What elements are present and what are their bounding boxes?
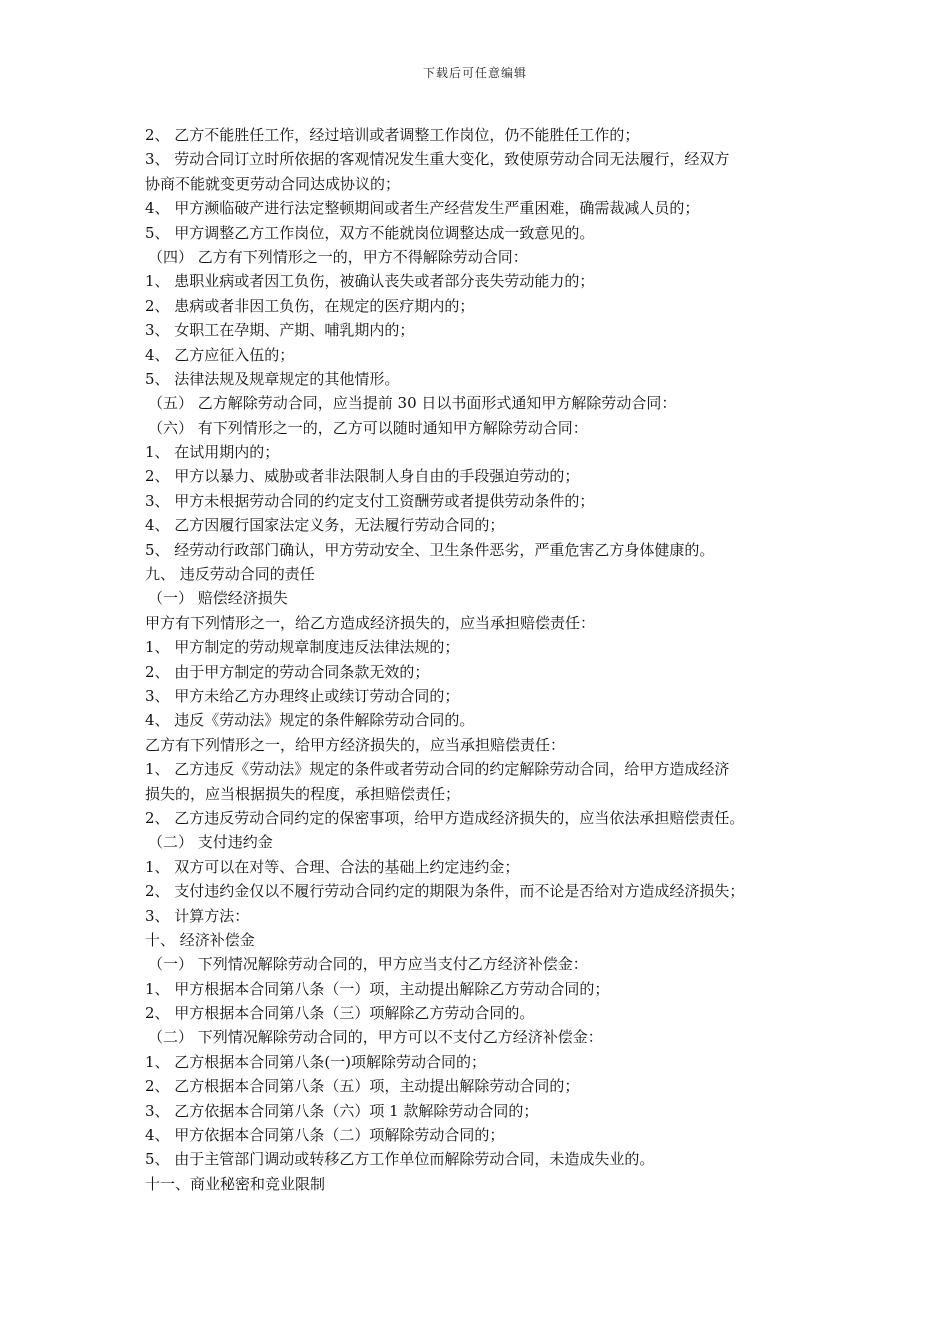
document-line: 5、 甲方调整乙方工作岗位，双方不能就岗位调整达成一致意见的。 [145, 223, 595, 242]
document-line: 2、 患病或者非因工负伤，在规定的医疗期内的； [145, 296, 475, 315]
document-line: 九、 违反劳动合同的责任 [145, 565, 315, 584]
document-line: 2、 甲方以暴力、威胁或者非法限制人身自由的手段强迫劳动的； [145, 467, 580, 486]
document-line: （二） 下列情况解除劳动合同的，甲方可以不支付乙方经济补偿金： [148, 1028, 603, 1047]
document-line: 乙方有下列情形之一，给甲方经济损失的，应当承担赔偿责任： [145, 735, 566, 754]
document-line: 3、 劳动合同订立时所依据的客观情况发生重大变化，致使原劳动合同无法履行，经双方 [145, 150, 730, 169]
document-line: （二） 支付违约金 [148, 833, 273, 852]
document-line: （五） 乙方解除劳动合同，应当提前 30 日以书面形式通知甲方解除劳动合同： [148, 394, 677, 413]
document-line: 1、 双方可以在对等、合理、合法的基础上约定违约金； [145, 857, 520, 876]
document-line: 2、 乙方不能胜任工作，经过培训或者调整工作岗位，仍不能胜任工作的； [145, 126, 640, 144]
document-line: 损失的，应当根据损失的程度，承担赔偿责任； [145, 784, 461, 803]
document-line: 1、 在试用期内的； [145, 443, 280, 462]
document-line: 3、 甲方未给乙方办理终止或续订劳动合同的； [145, 686, 460, 705]
document-line: 十、 经济补偿金 [145, 930, 255, 949]
document-line: 3、 甲方未根据劳动合同的约定支付工资酬劳或者提供劳动条件的； [145, 491, 595, 510]
document-line: 1、 甲方制定的劳动规章制度违反法律法规的； [145, 638, 460, 657]
page-header: 下载后可任意编辑 [422, 66, 527, 80]
document-line: 3、 乙方依据本合同第八条（六）项 1 款解除劳动合同的； [145, 1101, 539, 1120]
document-line: 1、 甲方根据本合同第八条（一）项，主动提出解除乙方劳动合同的； [145, 979, 610, 998]
document-line: 甲方有下列情形之一，给乙方造成经济损失的，应当承担赔偿责任： [145, 613, 596, 632]
document-body [145, 123, 815, 1196]
document-line: 4、 违反《劳动法》规定的条件解除劳动合同的。 [145, 711, 475, 730]
document-line: 5、 由于主管部门调动或转移乙方工作单位而解除劳动合同，未造成失业的。 [145, 1150, 655, 1169]
document-line: 1、 患职业病或者因工负伤，被确认丧失或者部分丧失劳动能力的； [145, 272, 595, 291]
document-line: 3、 计算方法： [145, 906, 250, 925]
document-line: 3、 女职工在孕期、产期、哺乳期内的； [145, 321, 415, 340]
document-line: 4、 乙方应征入伍的； [145, 345, 295, 364]
document-line: （一） 下列情况解除劳动合同的，甲方应当支付乙方经济补偿金： [148, 955, 588, 974]
document-line: （四） 乙方有下列情形之一的，甲方不得解除劳动合同： [148, 247, 528, 266]
document-line: 2、 由于甲方制定的劳动合同条款无效的； [145, 662, 430, 681]
document-line: 2、 甲方根据本合同第八条（三）项解除乙方劳动合同的。 [145, 1004, 535, 1023]
document-line: 2、 乙方违反劳动合同约定的保密事项，给甲方造成经济损失的，应当依法承担赔偿责任。 [145, 808, 745, 827]
document-line: 1、 乙方根据本合同第八条(一)项解除劳动合同的； [145, 1052, 487, 1071]
document-line: 2、 乙方根据本合同第八条（五）项，主动提出解除劳动合同的； [145, 1077, 580, 1096]
document-line: 2、 支付违约金仅以不履行劳动合同约定的期限为条件，而不论是否给对方造成经济损失； [145, 882, 745, 901]
document-line: 4、 甲方依据本合同第八条（二）项解除劳动合同的； [145, 1126, 505, 1145]
document-line: 1、 乙方违反《劳动法》规定的条件或者劳动合同的约定解除劳动合同，给甲方造成经济 [145, 760, 730, 779]
document-line: 十一、商业秘密和竞业限制 [145, 1174, 326, 1193]
document-line: 5、 经劳动行政部门确认，甲方劳动安全、卫生条件恶劣，严重危害乙方身体健康的。 [145, 540, 715, 559]
document-line: 5、 法律法规及规章规定的其他情形。 [145, 369, 400, 388]
document-line: 4、 甲方濒临破产进行法定整顿期间或者生产经营发生严重困难，确需裁减人员的； [145, 199, 700, 218]
document-line: 4、 乙方因履行国家法定义务，无法履行劳动合同的； [145, 516, 505, 535]
document-line: （一） 赔偿经济损失 [148, 589, 288, 608]
document-line: （六） 有下列情形之一的，乙方可以随时通知甲方解除劳动合同： [148, 418, 588, 437]
document-line: 协商不能就变更劳动合同达成协议的； [145, 174, 401, 193]
